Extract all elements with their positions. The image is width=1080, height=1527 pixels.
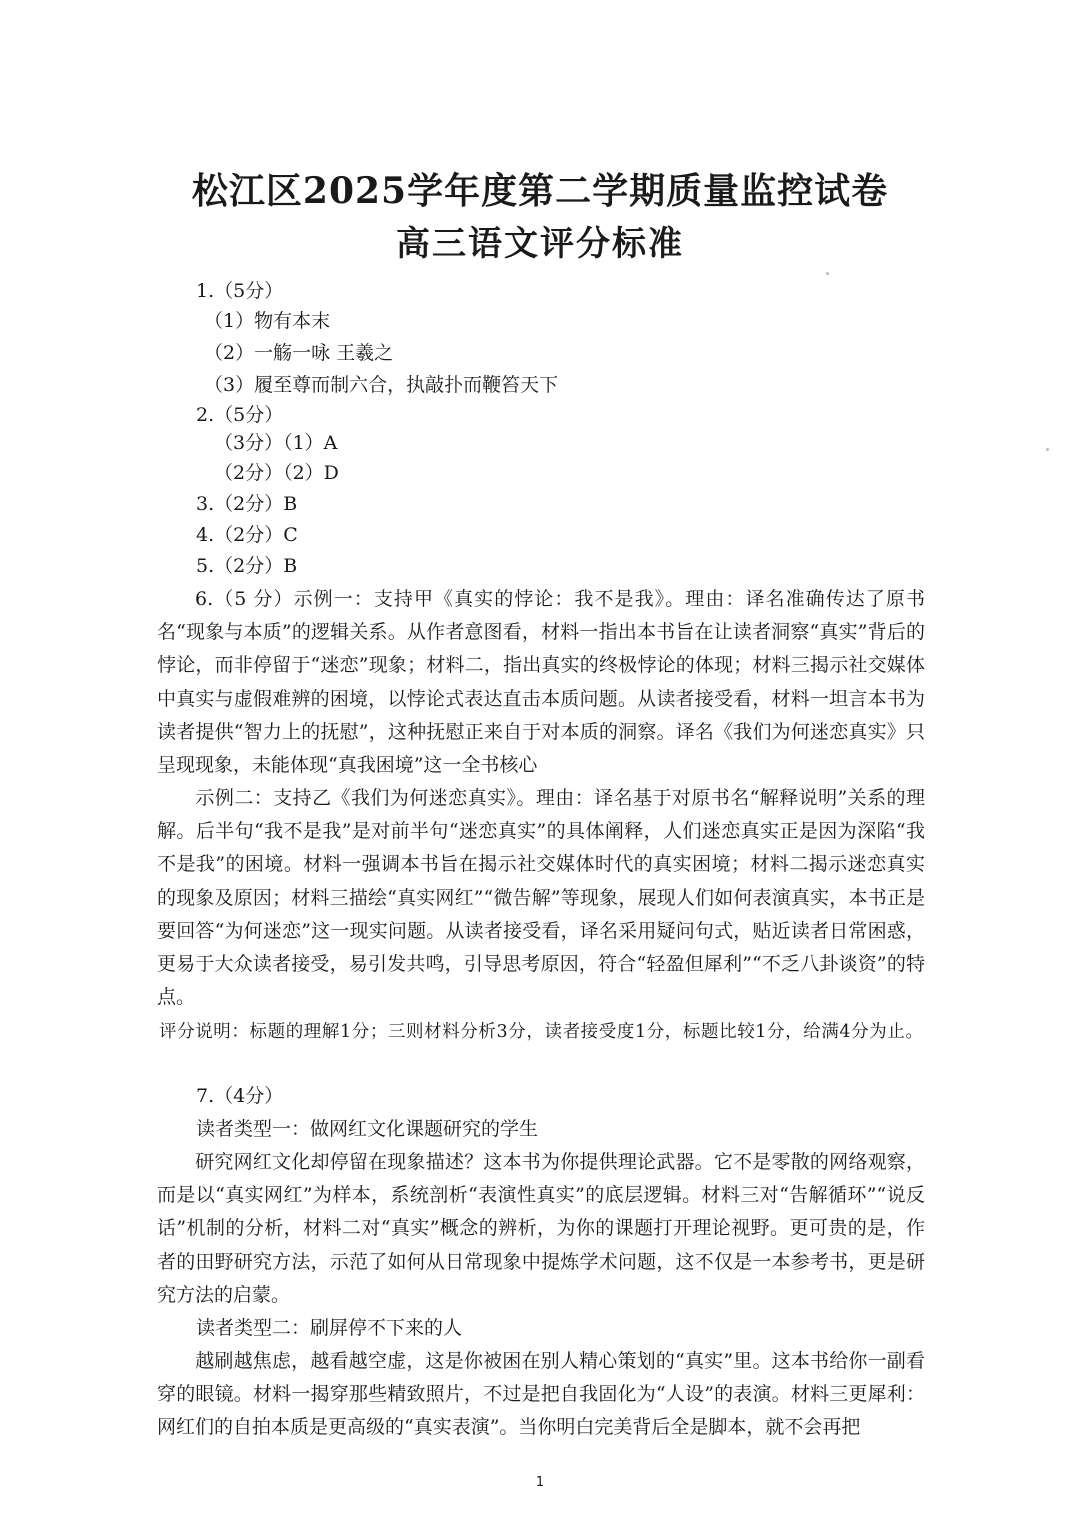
q2-answer-2: （2分）（2）D <box>214 462 339 484</box>
page-title: 松江区2025学年度第二学期质量监控试卷 <box>191 170 889 212</box>
q6-example-one <box>157 583 925 782</box>
q6-scoring-note <box>157 1016 925 1048</box>
q5-answer: 5.（2分）B <box>196 555 298 577</box>
scan-speck <box>1046 448 1049 451</box>
q6-example-one-text: 6.（5 分）示例一：支持甲《真实的悖论：我不是我》。理由：译名准确传达了原书名“现象与本质”的逻辑关系。从作者意图看，材料一指出本书旨在让读者洞察“真实”背后的悖论，而非停留于“迷恋”现象；材料二，指出真实的终极悖论的体现；材料三揭示社交媒体中真实与虚假难辨的困境，以悖论式表达直击本质问题。从读者接受看，材料一坦言本书为读者提供“智力上的抚慰”，这种抚慰正来自于对本质的洞察。译名《我们为何迷恋真实》只呈现现象，未能体现“真我困境”这一全书核心 <box>157 588 925 777</box>
q1-answer-2: （2）一觞一咏 王羲之 <box>204 342 394 364</box>
q3-answer: 3.（2分）B <box>196 493 298 515</box>
q1-answer-1: （1）物有本末 <box>204 310 331 332</box>
q4-answer: 4.（2分）C <box>196 524 298 546</box>
q6-example-two-text: 示例二：支持乙《我们为何迷恋真实》。理由：译名基于对原书名“解释说明”关系的理解。后半句“我不是我”是对前半句“迷恋真实”的具体阐释，人们迷恋真实正是因为深陷“我不是我”的困境。材料一强调本书旨在揭示社交媒体时代的真实困境；材料二揭示迷恋真实的现象及原因；材料三描绘“真实网红”“微告解”等现象，展现人们如何表演真实，本书正是要回答“为何迷恋”这一现实问题。从读者接受看，译名采用疑问句式，贴近读者日常困惑，更易于大众读者接受，易引发共鸣，引导思考原因，符合“轻盈但犀利”“不乏八卦谈资”的特点。 <box>157 787 925 1009</box>
q1-answer-3: （3）履至尊而制六合，执敲扑而鞭笞天下 <box>204 374 559 396</box>
q7-reader-type-2: 读者类型二：刷屏停不下来的人 <box>196 1317 463 1339</box>
q2-heading: 2.（5分） <box>196 404 284 426</box>
q1-heading: 1.（5分） <box>196 280 284 302</box>
page-subtitle: 高三语文评分标准 <box>396 224 684 264</box>
q6-scoring-note-text: 评分说明：标题的理解1分；三则材料分析3分，读者接受度1分，标题比较1分，给满4分为止。 <box>159 1022 924 1042</box>
q2-answer-1: （3分）（1）A <box>214 432 338 454</box>
q7-reader-type-1-body: 研究网红文化却停留在现象描述？这本书为你提供理论武器。它不是零散的网络观察，而是以“真实网红”为样本，系统剖析“表演性真实”的底层逻辑。材料三对“告解循环”“说反话”机制的分析，材料二对“真实”概念的辨析，为你的课题打开理论视野。更可贵的是，作者的田野研究方法，示范了如何从日常现象中提炼学术问题，这不仅是一本参考书，更是研究方法的启蒙。 <box>157 1151 925 1306</box>
q7-reader-type-2-text <box>157 1345 925 1445</box>
scan-speck <box>826 272 829 275</box>
q7-reader-type-1: 读者类型一：做网红文化课题研究的学生 <box>196 1118 539 1140</box>
q6-example-two <box>157 782 925 1014</box>
page-number: 1 <box>535 1475 545 1490</box>
q7-heading: 7.（4分） <box>196 1085 284 1107</box>
q7-reader-type-1-text <box>157 1146 925 1312</box>
q7-reader-type-2-body: 越刷越焦虑，越看越空虚，这是你被困在别人精心策划的“真实”里。这本书给你一副看穿的眼镜。材料一揭穿那些精致照片，不过是把自我固化为“人设”的表演。材料三更犀利：网红们的自拍本质是更高级的“真实表演”。当你明白完美背后全是脚本，就不会再把 <box>157 1350 925 1439</box>
